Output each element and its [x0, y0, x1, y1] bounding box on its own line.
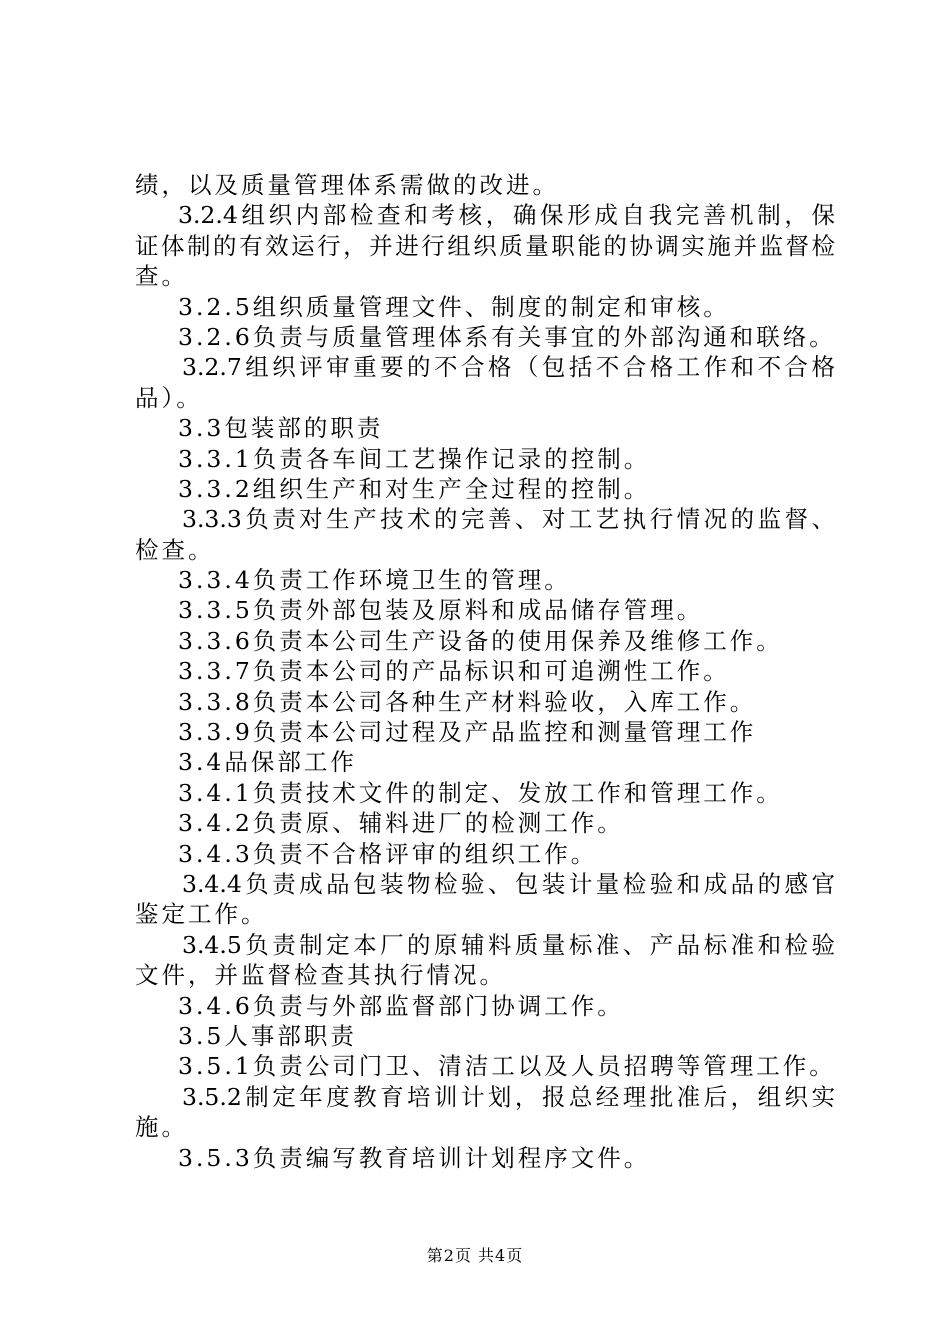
- text-line: 3.3.6负责本公司生产设备的使用保养及维修工作。: [178, 626, 783, 655]
- text-line: 3.3.4负责工作环境卫生的管理。: [178, 566, 571, 595]
- text-line: 3.3.7负责本公司的产品标识和可追溯性工作。: [178, 657, 730, 686]
- text-line: 3.4.6负责与外部监督部门协调工作。: [178, 991, 624, 1020]
- text-line: 3.2.5组织质量管理文件、制度的制定和审核。: [178, 292, 730, 321]
- text-line: 3.2.4组织内部检查和考核，确保形成自我完善机制，保: [178, 201, 835, 230]
- text-line: 施。: [135, 1113, 188, 1142]
- text-line: 3.4.5负责制定本厂的原辅料质量标准、产品标准和检验: [182, 930, 835, 959]
- text-line: 3.2.7组织评审重要的不合格（包括不合格工作和不合格: [182, 353, 835, 382]
- text-line: 3.5.2制定年度教育培训计划，报总经理批准后，组织实: [182, 1082, 835, 1111]
- text-line: 3.3.8负责本公司各种生产材料验收，入库工作。: [178, 687, 757, 716]
- text-line: 查。: [135, 262, 188, 291]
- text-line: 品）。: [135, 383, 203, 412]
- text-line: 3.4品保部工作: [178, 748, 357, 777]
- text-line: 绩，以及质量管理体系需做的改进。: [135, 171, 559, 199]
- text-line: 3.4.4负责成品包装物检验、包装计量检验和成品的感官: [182, 869, 835, 898]
- text-line: 3.3.2组织生产和对生产全过程的控制。: [178, 474, 651, 503]
- text-line: 3.3包装部的职责: [178, 414, 384, 443]
- text-line: 3.4.3负责不合格评审的组织工作。: [178, 839, 598, 868]
- text-line: 3.5人事部职责: [178, 1021, 357, 1050]
- text-line: 鉴定工作。: [135, 900, 268, 929]
- text-line: 3.3.5负责外部包装及原料和成品储存管理。: [178, 596, 704, 625]
- text-line: 3.3.1负责各车间工艺操作记录的控制。: [178, 444, 651, 473]
- text-line: 检查。: [135, 535, 215, 564]
- text-line: 3.4.1负责技术文件的制定、发放工作和管理工作。: [178, 778, 783, 807]
- document-body: [135, 170, 835, 1173]
- text-line: 文件，并监督检查其执行情况。: [135, 961, 506, 990]
- text-line: 3.5.1负责公司门卫、清洁工以及人员招聘等管理工作。: [178, 1052, 836, 1081]
- text-line: 3.5.3负责编写教育培训计划程序文件。: [178, 1143, 651, 1172]
- page-footer: 第2页 共4页: [426, 1246, 524, 1265]
- text-line: 3.3.3负责对生产技术的完善、对工艺执行情况的监督、: [182, 505, 835, 534]
- text-line: 证体制的有效运行，并进行组织质量职能的协调实施并监督检: [135, 231, 835, 260]
- text-line: 3.2.6负责与质量管理体系有关事宜的外部沟通和联络。: [178, 322, 836, 351]
- text-line: 3.4.2负责原、辅料进厂的检测工作。: [178, 809, 624, 838]
- text-line: 3.3.9负责本公司过程及产品监控和测量管理工作: [178, 718, 757, 747]
